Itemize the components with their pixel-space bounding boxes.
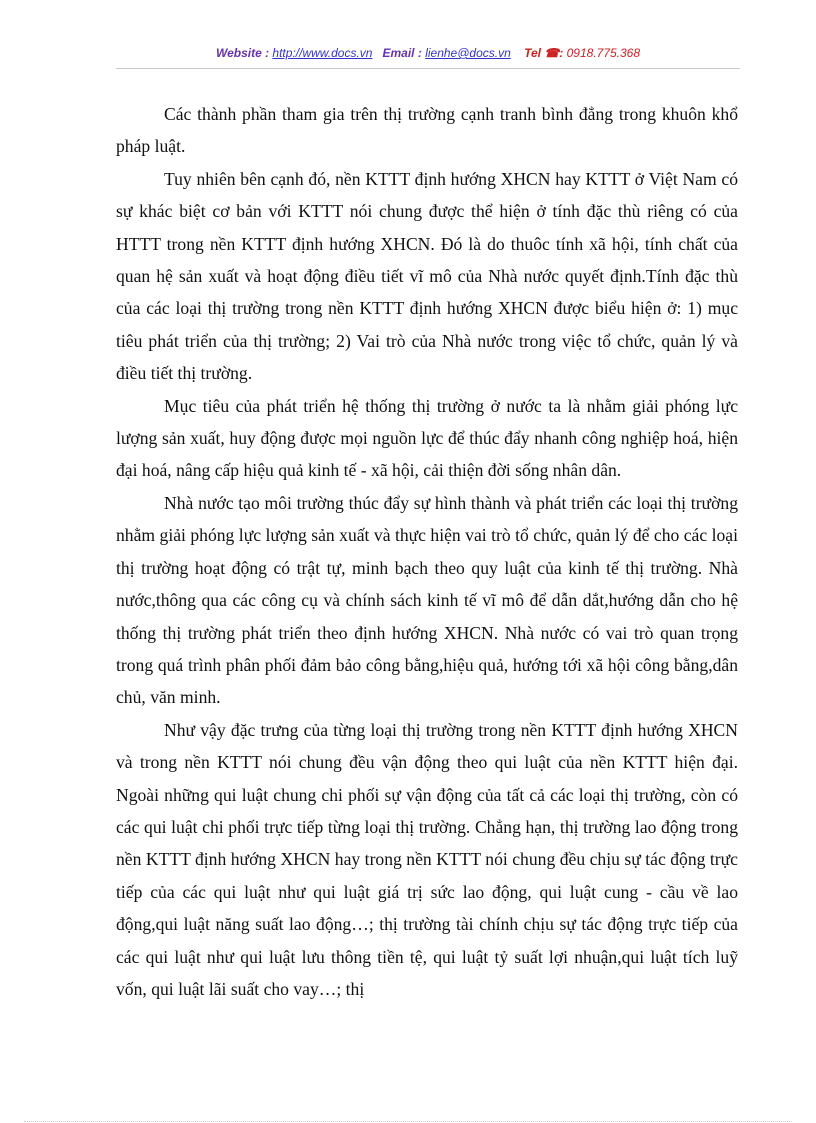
paragraph: Nhà nước tạo môi trường thúc đẩy sự hình thành và phát triển các loại thị trường nhằm giải phóng lực lượng sản xuất và thực hiện vai trò tổ chức, quản lý để cho các loại thị trường hoạt động có trật tự, minh bạch theo quy luật của kinh tế thị trường. Nhà nước,thông qua các công cụ và chính sách kinh tế vĩ mô để dẫn dắt,hướng dẫn cho hệ thống thị trường phát triển theo định hướng XHCN. Nhà nước có vai trò quan trọng trong quá trình phân phối đảm bảo công bằng,hiệu quả, hướng tới xã hội công bằng,dân chủ, văn minh. bbox=[116, 492, 738, 708]
email-label: Email : bbox=[382, 46, 422, 60]
document-body bbox=[116, 98, 738, 1005]
paragraph: Các thành phần tham gia trên thị trường cạnh tranh bình đẳng trong khuôn khổ pháp luật. bbox=[116, 104, 738, 157]
paragraph: Tuy nhiên bên cạnh đó, nền KTTT định hướng XHCN hay KTTT ở Việt Nam có sự khác biệt cơ bản với KTTT nói chung được thể hiện ở tính đặc thù riêng có của HTTT trong nền KTTT định hướng XHCN. Đó là do thuôc tính xã hội, tính chất của quan hệ sản xuất và hoạt động điều tiết vĩ mô của Nhà nước quyết định.Tính đặc thù của các loại thị trường trong nền KTTT định hướng XHCN được biểu hiện ở: 1) mục tiêu phát triển của thị trường; 2) Vai trò của Nhà nước trong việc tổ chức, quản lý và điều tiết thị trường. bbox=[116, 168, 738, 384]
footer-divider bbox=[24, 1121, 792, 1122]
page-header bbox=[116, 46, 740, 68]
website-link[interactable]: http://www.docs.vn bbox=[272, 46, 373, 60]
website-label: Website : bbox=[215, 46, 270, 60]
email-link[interactable]: lienhe@docs.vn bbox=[425, 46, 511, 60]
tel-value: 0918.775.368 bbox=[566, 46, 641, 60]
header-divider bbox=[116, 68, 740, 69]
tel-label: Tel ☎: bbox=[524, 46, 564, 60]
paragraph: Mục tiêu của phát triển hệ thống thị trường ở nước ta là nhằm giải phóng lực lượng sản xuất, huy động được mọi nguồn lực để thúc đẩy nhanh công nghiệp hoá, hiện đại hoá, nâng cấp hiệu quả kinh tế - xã hội, cải thiện đời sống nhân dân. bbox=[116, 395, 738, 481]
paragraph: Như vậy đặc trưng của từng loại thị trường trong nền KTTT định hướng XHCN và trong nền KTTT nói chung đều vận động theo qui luật của nền KTTT hiện đại. Ngoài những qui luật chung chi phối sự vận động của tất cả các loại thị trường, còn có các qui luật chi phối trực tiếp từng loại thị trường. Chẳng hạn, thị trường lao động trong nền KTTT định hướng XHCN hay trong nền KTTT nói chung đều chịu sự tác động trực tiếp của các qui luật như qui luật giá trị sức lao động, qui luật cung - cầu về lao động,qui luật năng suất lao động…; thị trường tài chính chịu sự tác động trực tiếp của các qui luật như qui luật lưu thông tiền tệ, qui luật tỷ suất lợi nhuận,qui luật tích luỹ vốn, qui luật lãi suất cho vay…; thị bbox=[116, 719, 738, 999]
